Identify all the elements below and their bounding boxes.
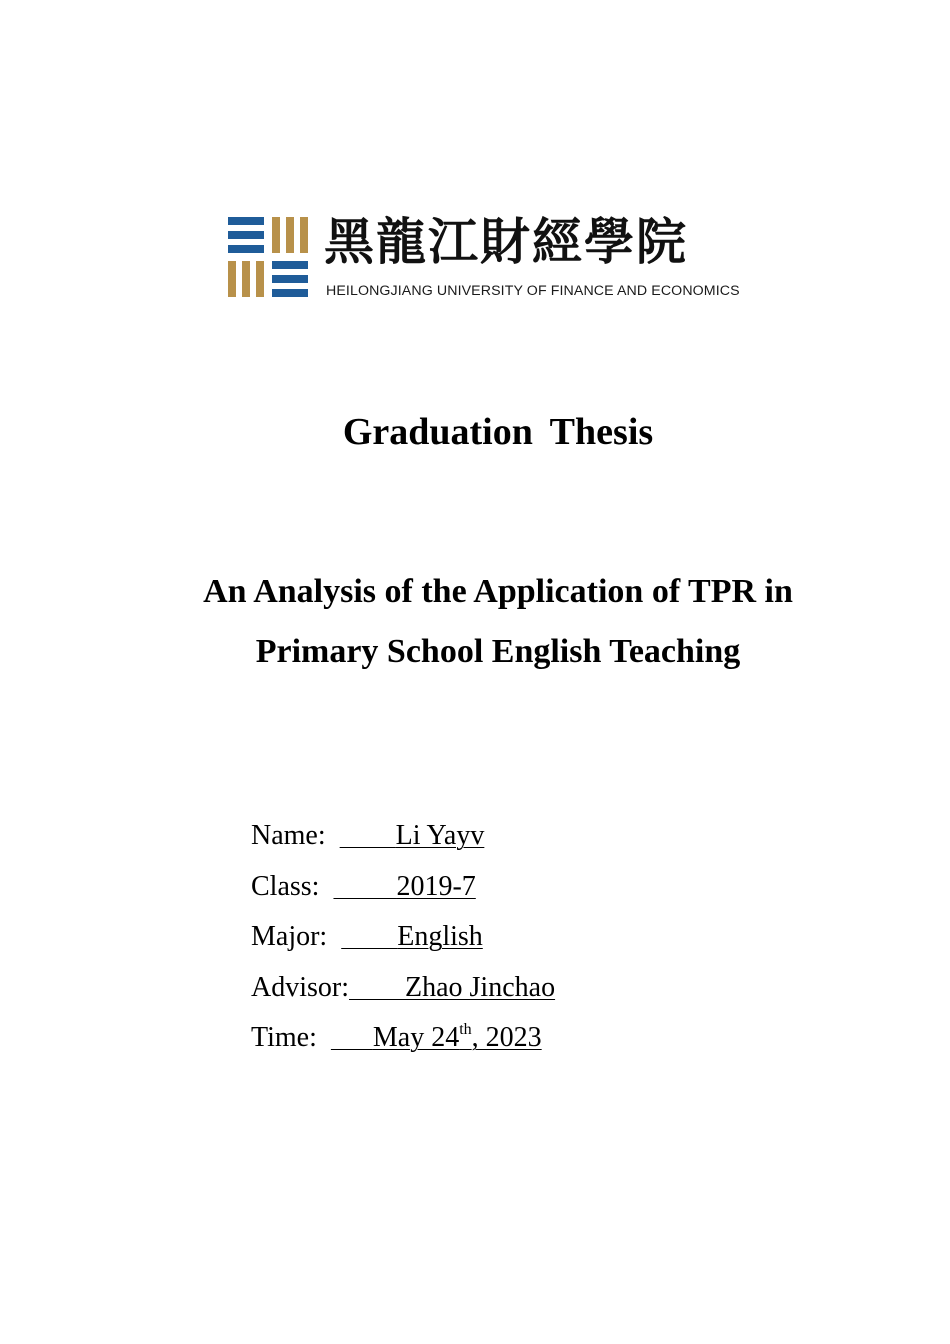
info-row-name: [251, 815, 751, 866]
university-emblem-icon: [228, 217, 308, 297]
university-logo: [228, 210, 773, 302]
advisor-label: Advisor:: [251, 971, 349, 1003]
document-type-heading: Graduation Thesis: [342, 411, 654, 453]
university-english-name: HEILONGJIANG UNIVERSITY OF FINANCE AND ECONOMICS: [326, 283, 740, 299]
time-value-main: May 24: [372, 1022, 460, 1053]
time-value-field: [331, 1017, 542, 1059]
time-value-year: , 2023: [471, 1022, 542, 1053]
major-value-field: [341, 916, 483, 958]
class-value: 2019-7: [396, 870, 476, 902]
thesis-title-line-2: Primary School English Teaching: [255, 633, 741, 670]
student-info-block: [251, 815, 751, 1068]
info-row-class: [251, 866, 751, 917]
advisor-value: Zhao Jinchao: [405, 971, 556, 1003]
major-value: English: [397, 921, 483, 952]
info-row-major: [251, 916, 751, 967]
name-label: Name:: [251, 820, 326, 851]
thesis-title: [140, 562, 856, 682]
advisor-value-field: [349, 967, 555, 1009]
info-row-advisor: [251, 967, 751, 1018]
time-value-ordinal: th: [459, 1021, 472, 1038]
major-label: Major:: [251, 921, 328, 952]
class-value-field: [333, 866, 475, 908]
thesis-title-line-1: An Analysis of the Application of TPR in: [203, 573, 793, 610]
time-label: Time:: [251, 1022, 317, 1053]
name-value-field: [340, 815, 485, 857]
info-row-time: [251, 1017, 751, 1068]
university-chinese-name: 黑龍江財經學院: [324, 212, 688, 271]
class-label: Class:: [251, 870, 320, 902]
name-value: Li Yayv: [395, 820, 485, 851]
